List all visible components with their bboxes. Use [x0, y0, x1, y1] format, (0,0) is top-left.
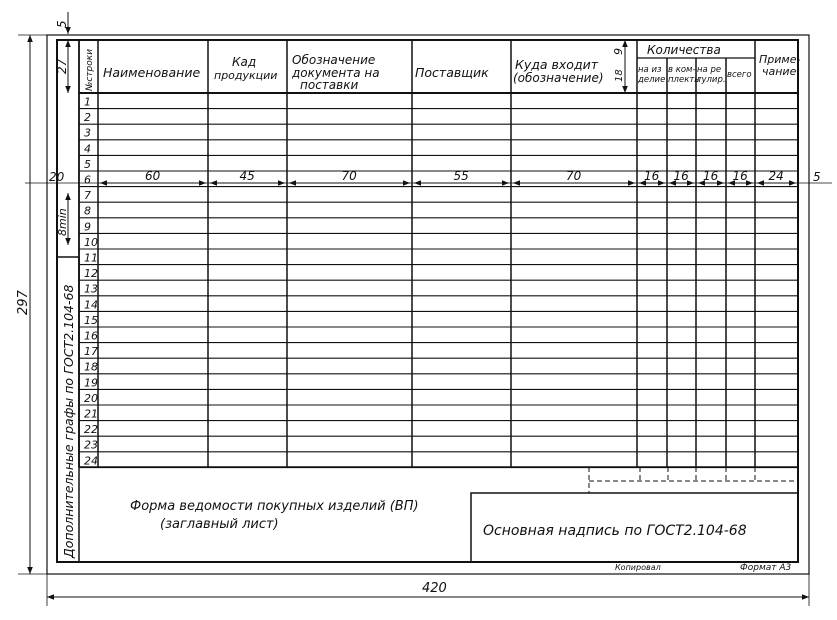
header-quantity-sub: в ком- — [668, 65, 696, 75]
table-labels — [84, 43, 800, 467]
header-name: Наименование — [103, 65, 201, 80]
row-number-header: №строки — [85, 48, 95, 91]
header-quantity-sub: всего — [727, 70, 752, 80]
header-quantity-sub: плекты — [668, 75, 702, 85]
column-width-label: 70 — [566, 169, 582, 183]
row-number: 10 — [84, 235, 98, 249]
column-width-label: 16 — [703, 169, 719, 183]
row-number: 8 — [84, 204, 91, 218]
dimension-left: 20 — [49, 170, 65, 184]
side-label: Дополнительные графы по ГОСТ2.104-68 — [61, 284, 76, 558]
header-where-used: (обозначение) — [513, 71, 604, 85]
row-number: 1 — [84, 95, 91, 109]
header-document: поставки — [300, 78, 359, 92]
column-width-label: 24 — [768, 169, 784, 183]
row-number: 24 — [84, 454, 98, 468]
header-product-code: Кад — [232, 55, 257, 69]
stamp-label: Основная надпись по ГОСТ2.104-68 — [483, 523, 747, 539]
form-title-line2: (заглавный лист) — [160, 517, 279, 532]
dimension-header-18: 18 — [614, 69, 625, 82]
dimension-height: 297 — [16, 290, 31, 315]
row-number: 12 — [84, 267, 98, 281]
row-number: 19 — [84, 376, 98, 390]
row-number: 15 — [84, 313, 98, 327]
dimension-right: 5 — [813, 170, 821, 184]
form-title-line1: Форма ведомости покупных изделий (ВП) — [130, 499, 419, 514]
header-quantity-sub: на из — [638, 65, 662, 75]
footer-format: Формат А3 — [740, 563, 792, 573]
dimension-width: 420 — [422, 581, 447, 596]
header-quantity-sub: делие — [638, 75, 666, 85]
row-number: 16 — [84, 329, 98, 343]
inner-frame — [57, 40, 801, 562]
header-document: Обозначение — [292, 53, 376, 67]
row-number: 20 — [84, 391, 98, 405]
row-number: 9 — [84, 220, 91, 234]
header-where-used: Куда входит — [515, 57, 599, 72]
column-width-label: 16 — [673, 169, 689, 183]
row-number: 21 — [84, 407, 98, 421]
row-number: 18 — [84, 360, 98, 374]
dimension-row-min: 8min — [56, 208, 69, 236]
row-number: 14 — [84, 298, 98, 312]
dashed-extension — [589, 467, 798, 493]
header-quantity: Количества — [647, 43, 721, 57]
table-grid — [79, 40, 801, 467]
column-width-label: 60 — [145, 169, 161, 183]
header-product-code: продукции — [214, 69, 278, 82]
column-width-label: 45 — [239, 169, 255, 183]
column-width-label: 55 — [453, 169, 469, 183]
header-quantity-sub: гулир. — [697, 75, 726, 85]
row-number: 22 — [84, 423, 98, 437]
row-number: 23 — [84, 438, 98, 452]
header-quantity-sub: на ре — [697, 65, 722, 75]
column-width-label: 16 — [644, 169, 660, 183]
column-width-label: 70 — [341, 169, 357, 183]
row-number: 17 — [84, 345, 98, 359]
row-number: 13 — [84, 282, 98, 296]
dimension-lines — [16, 12, 832, 606]
row-number: 7 — [84, 189, 91, 203]
dimension-header-9: 9 — [612, 48, 625, 55]
header-document: документа на — [292, 66, 380, 80]
row-number: 2 — [84, 111, 91, 125]
row-number: 6 — [84, 173, 91, 187]
header-supplier: Поставщик — [415, 65, 489, 80]
column-width-label: 16 — [732, 169, 748, 183]
header-remarks: Приме- — [759, 53, 801, 66]
dimension-top: 5 — [55, 20, 69, 28]
row-number: 4 — [84, 142, 91, 156]
row-number: 11 — [84, 251, 98, 265]
dimension-header-height: 27 — [55, 58, 69, 74]
row-number: 3 — [84, 126, 91, 140]
footer-copied: Копировал — [615, 563, 661, 572]
row-number: 5 — [84, 157, 91, 171]
header-remarks: чание — [762, 65, 797, 78]
